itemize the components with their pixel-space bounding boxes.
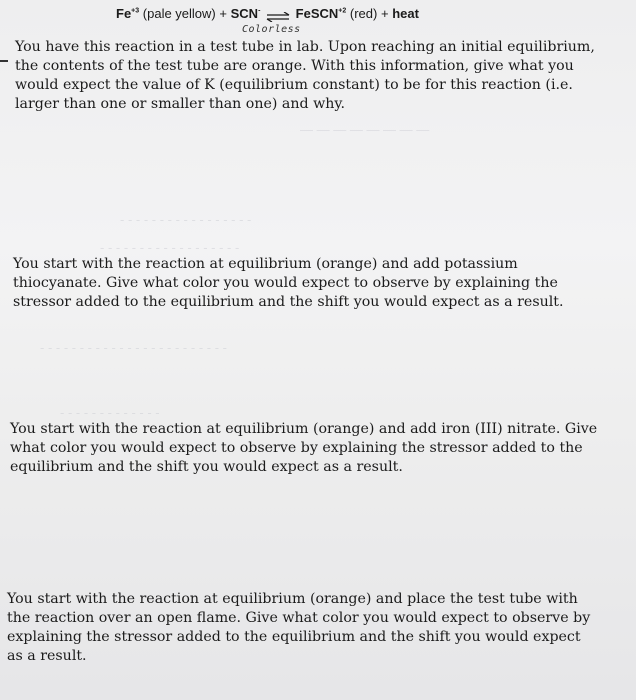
reactant-fe: Fe (116, 6, 132, 21)
plus-sign: + (219, 6, 227, 21)
reaction-equation (116, 6, 516, 21)
handwritten-annotation: Colorless (242, 24, 301, 35)
product-fescn: FeSCN (295, 6, 339, 21)
equilibrium-arrow-icon (265, 10, 291, 20)
product-color-note: (red) (349, 6, 378, 21)
fe-charge: +3 (131, 7, 140, 15)
show-through-text: - - - - - - - - - - - - - (60, 405, 160, 420)
margin-mark (0, 60, 8, 62)
show-through-text: — — — — — — — — (300, 122, 430, 137)
show-through-text: - - - - - - - - - - - - - - - - - (120, 212, 252, 227)
heat-term: heat (392, 6, 419, 21)
question-equilibrium-constant: You have this reaction in a test tube in lab. Upon reaching an initial equilibrium, the contents of the test tube are orange. With this information, give what you would expect the value of K (equilibrium constant) to be for this reaction (i.e. larger than one or smaller than one) and why. (15, 39, 595, 112)
product-charge: +2 (338, 7, 347, 15)
scn-charge: - (258, 7, 261, 15)
question-add-thiocyanate: You start with the reaction at equilibrium (orange) and add potassium thiocyanate. Give what color you would expect to observe by explaining the stressor added to the equilibrium and the shift you would expect as a result. (13, 256, 564, 310)
plus-sign: + (380, 6, 389, 21)
fe-color-note: (pale yellow) (142, 6, 216, 21)
question-open-flame: You start with the reaction at equilibrium (orange) and place the test tube with the reaction over an open flame. Give what color you would expect to observe by explaining the stressor added to the equilibrium and the shift you would expect as a result. (7, 591, 591, 664)
show-through-text: - - - - - - - - - - - - - - - - - - - - - - - - (40, 340, 227, 355)
show-through-text: - - - - - - - - - - - - - - - - - - (100, 240, 240, 255)
reactant-scn: SCN (230, 6, 259, 21)
question-add-iron-nitrate: You start with the reaction at equilibrium (orange) and add iron (III) nitrate. Give what color you would expect to observe by explaining the stressor added to the equilibrium and the shift you would expect as a result. (10, 421, 598, 475)
